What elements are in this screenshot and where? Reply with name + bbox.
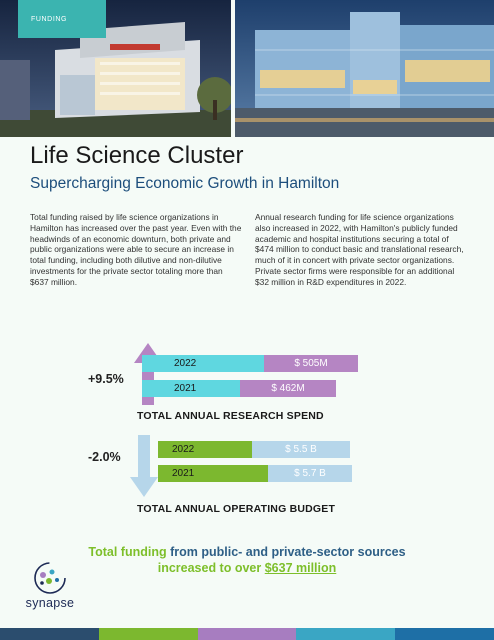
synapse-logo-word: synapse <box>25 596 75 610</box>
footer-color-band <box>0 628 494 640</box>
operating-bar-2022 <box>158 441 350 458</box>
operating-title: TOTAL ANNUAL OPERATING BUDGET <box>137 503 336 515</box>
paragraph-left: Total funding raised by life science organizations in Hamilton has increased over the past year. Even with the headwinds of an economic downturn, both private and public organizations were able to secure an increase in total funding, including both dilutive and non-dilutive investments for the private sector totaling more than $637 million. <box>30 212 242 287</box>
bar-value: $ 5.5 B <box>252 441 350 458</box>
bar-year-label: 2022 <box>158 441 252 458</box>
page-subtitle: Supercharging Economic Growth in Hamilton <box>30 175 340 192</box>
summary-statement <box>60 544 434 576</box>
down-arrow-icon <box>128 435 160 497</box>
paragraph-right: Annual research funding for life science organizations also increased in 2022, with Hamilton's publicly funded academic and hospital institutions securing a total of $474 million to conduct basic and translational research, much of it in concert with private sector organizations. Private sector firms were responsible for an additional $32 million in R&D expenditures in 2022. <box>255 212 464 287</box>
operating-change: -2.0% <box>88 450 121 464</box>
synapse-logo-icon <box>16 561 84 597</box>
summary-highlight: increased to over <box>157 561 265 575</box>
bar-year-label: 2021 <box>142 380 240 397</box>
footer-segment <box>198 628 297 640</box>
summary-amount: $637 million <box>264 561 337 575</box>
bar-value: $ 5.7 B <box>268 465 352 482</box>
research-bar-2022 <box>142 355 358 372</box>
bar-year-label: 2022 <box>142 355 264 372</box>
research-bar-2021 <box>142 380 336 397</box>
footer-segment <box>296 628 395 640</box>
building-photo-right <box>235 0 494 137</box>
footer-segment <box>395 628 494 640</box>
category-tag: FUNDING <box>18 0 106 38</box>
summary-highlight: Total funding <box>88 545 167 559</box>
footer-segment <box>0 628 99 640</box>
research-change: +9.5% <box>88 372 124 386</box>
page-title: Life Science Cluster <box>30 142 244 169</box>
operating-bar-2021 <box>158 465 352 482</box>
bar-value: $ 505M <box>264 355 358 372</box>
footer-segment <box>99 628 198 640</box>
bar-value: $ 462M <box>240 380 336 397</box>
bar-year-label: 2021 <box>158 465 268 482</box>
synapse-logo <box>16 561 84 631</box>
building-photo-left <box>0 0 231 137</box>
research-title: TOTAL ANNUAL RESEARCH SPEND <box>137 410 324 422</box>
summary-text: from public- and private-sector sources <box>166 545 406 559</box>
